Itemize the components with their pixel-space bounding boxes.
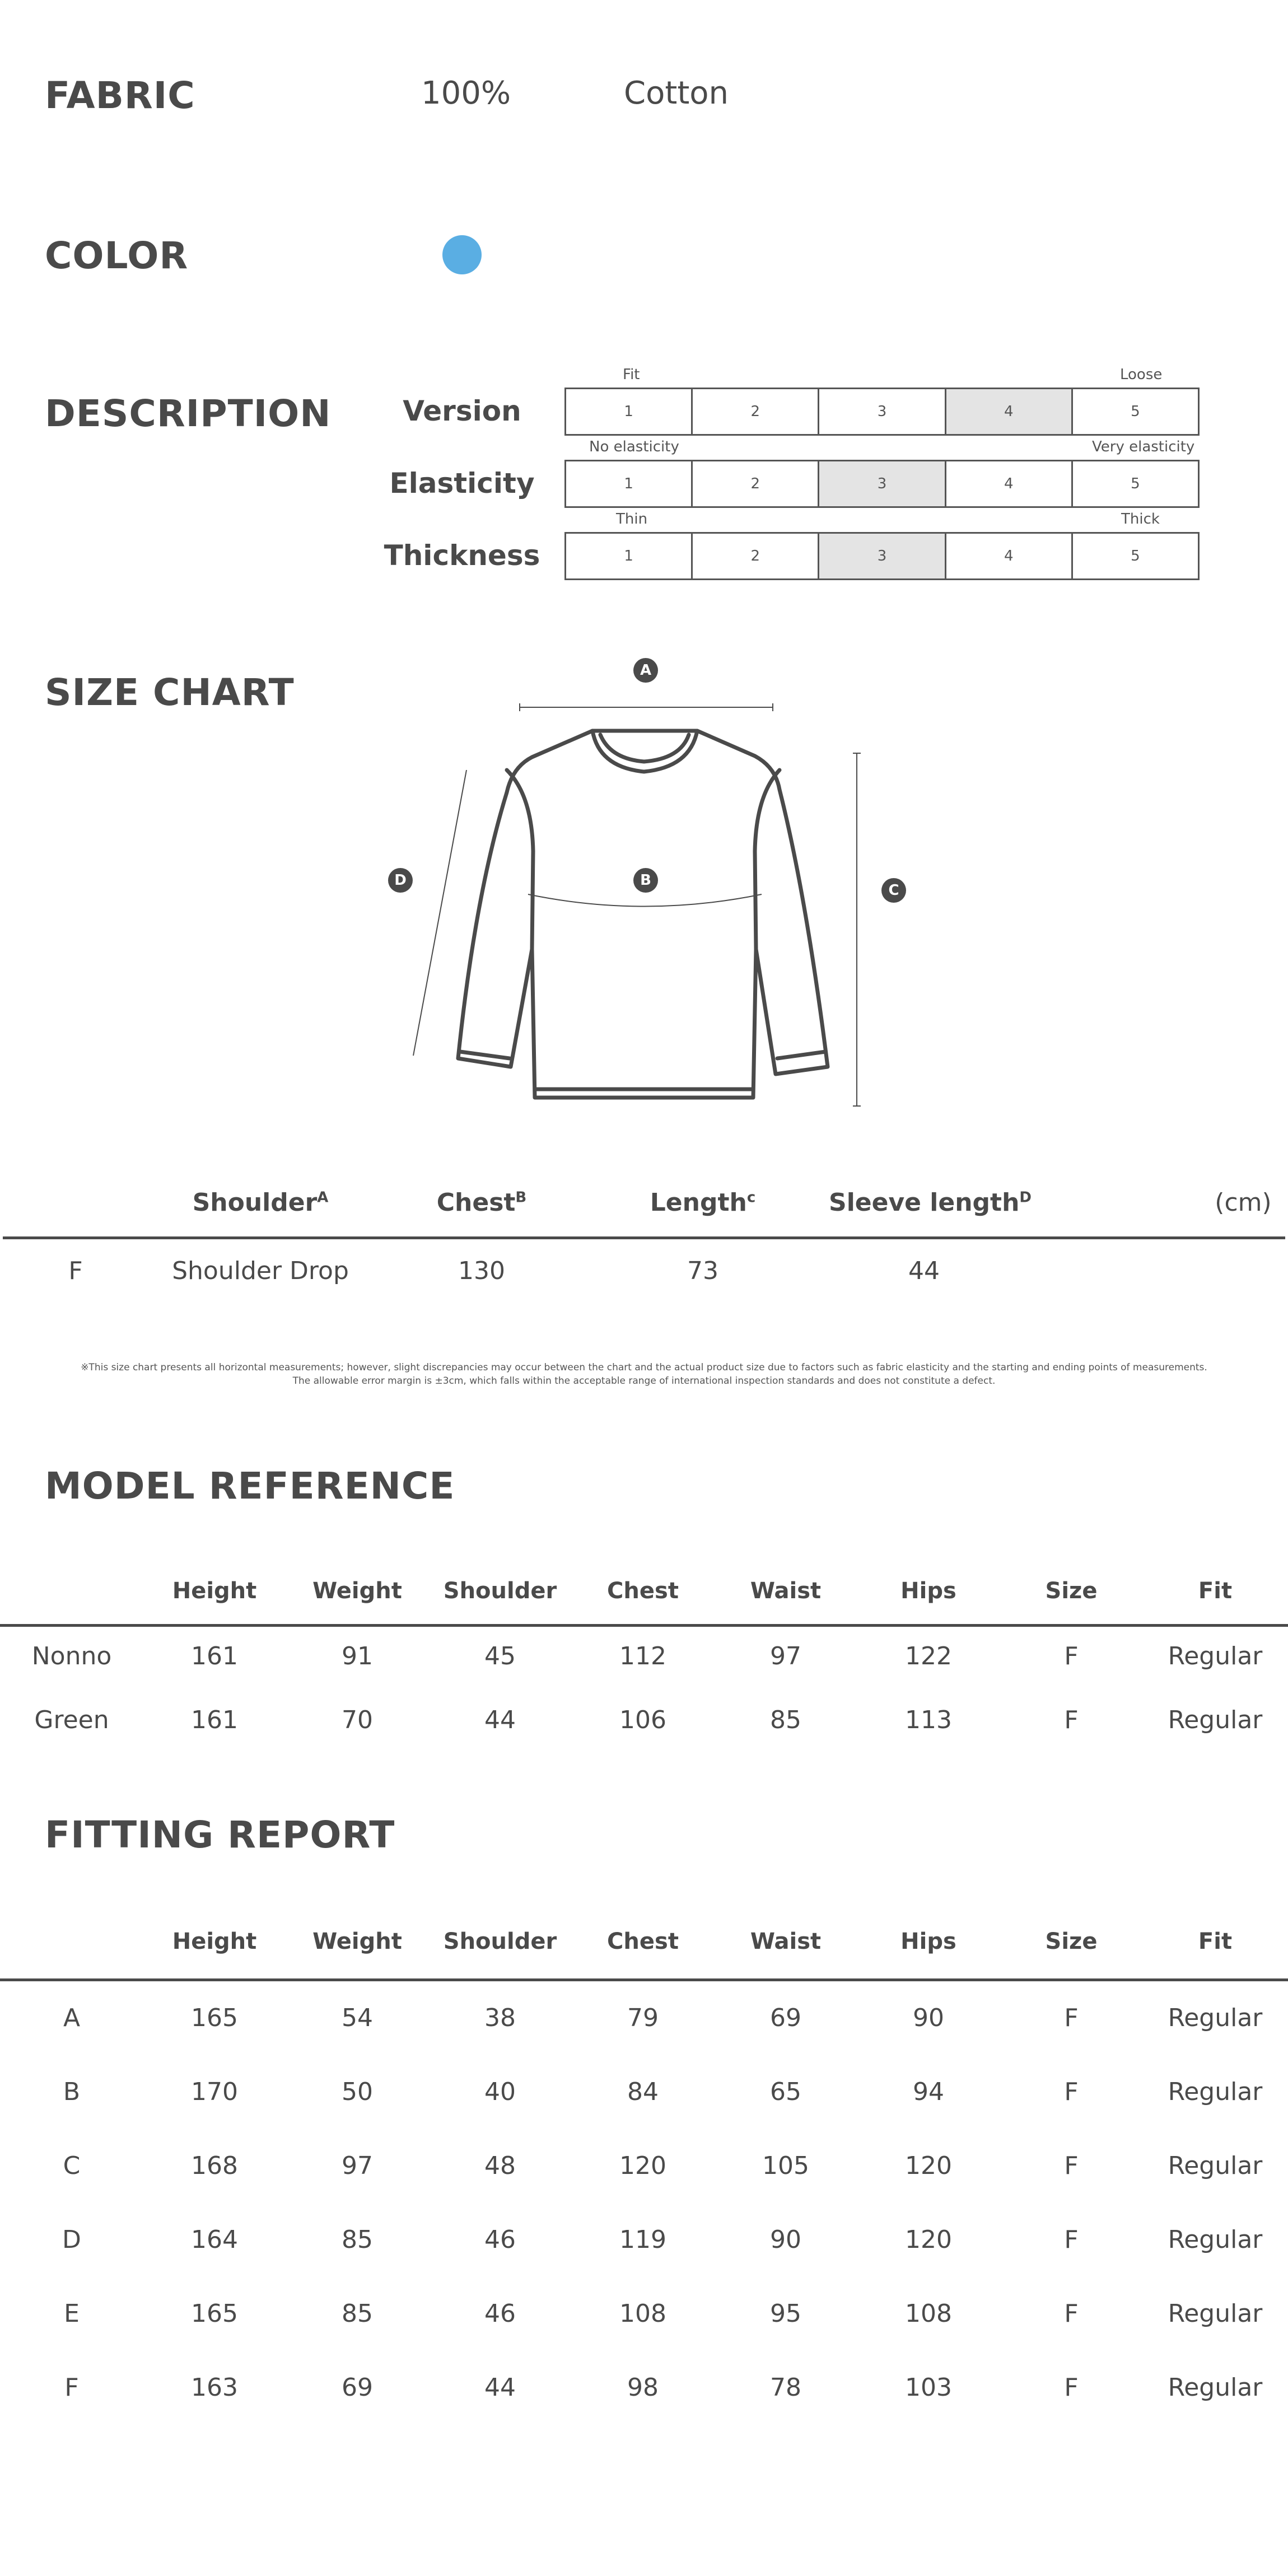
- description-heading: DESCRIPTION: [45, 392, 332, 435]
- size-unit: (cm): [1215, 1188, 1272, 1217]
- table-cell: F: [1064, 1706, 1079, 1734]
- size-row-size: F: [68, 1257, 83, 1285]
- size-col-shoulder: Shoulder$^A$: [192, 1188, 329, 1217]
- scale-cell: 2: [693, 389, 819, 434]
- scale-cell: 1: [566, 461, 693, 506]
- measure-line-b: [528, 894, 762, 907]
- table-cell: 97: [770, 1642, 801, 1670]
- table-cell: 105: [762, 2152, 809, 2180]
- size-table-rule: [3, 1236, 1285, 1239]
- column-header: Size: [1045, 1929, 1098, 1954]
- column-header: Waist: [750, 1578, 822, 1604]
- fabric-percent: 100%: [421, 75, 511, 111]
- sweater-collar-inner: [600, 735, 689, 762]
- scale-cell: 5: [1131, 403, 1140, 420]
- table-cell: 97: [342, 2152, 373, 2180]
- size-col-length: Length$^c$: [650, 1188, 756, 1217]
- table-cell: 85: [770, 1706, 801, 1734]
- sweater-right-cuff: [777, 1052, 825, 1058]
- color-heading: COLOR: [45, 234, 189, 277]
- table-cell: Regular: [1168, 2004, 1263, 2032]
- table-cell: 161: [191, 1706, 238, 1734]
- size-col-sleeve: Sleeve length$^D$: [829, 1188, 1032, 1217]
- table-cell: F: [64, 2373, 79, 2402]
- version-left-caption: Fit: [623, 366, 640, 383]
- table-cell: 70: [342, 1706, 373, 1734]
- table-cell: 85: [342, 2299, 373, 2328]
- table-cell: B: [63, 2078, 81, 2106]
- marker-a: A: [633, 658, 658, 683]
- table-cell: 113: [905, 1706, 952, 1734]
- elasticity-label: Elasticity: [389, 467, 535, 500]
- measure-line-d: [413, 770, 466, 1056]
- scale-cell: 4: [946, 534, 1073, 578]
- sweater-left-armhole: [507, 770, 533, 949]
- thickness-label: Thickness: [384, 539, 540, 572]
- column-header: Hips: [900, 1929, 956, 1954]
- fitting-report-heading: FITTING REPORT: [45, 1813, 395, 1856]
- table-cell: 46: [484, 2299, 516, 2328]
- table-cell: F: [1064, 2373, 1079, 2402]
- table-cell: Regular: [1168, 2078, 1263, 2106]
- fabric-material: Cotton: [624, 75, 729, 111]
- table-cell: 165: [191, 2299, 238, 2328]
- version-label: Version: [403, 395, 521, 427]
- table-cell: D: [62, 2225, 81, 2254]
- table-cell: 165: [191, 2004, 238, 2032]
- table-cell: F: [1064, 2225, 1079, 2254]
- table-cell: Regular: [1168, 2373, 1263, 2402]
- table-cell: 65: [770, 2078, 801, 2106]
- size-col-chest: Chest$^B$: [436, 1188, 527, 1217]
- size-note-line2: The allowable error margin is ±3cm, which falls within the acceptable range of international inspection standards and does not constitute a defect.: [292, 1375, 996, 1387]
- table-cell: F: [1064, 1642, 1079, 1670]
- size-row-length: 73: [687, 1257, 718, 1285]
- scale-cell: 1: [566, 389, 693, 434]
- scale-cell: 5: [1131, 548, 1140, 564]
- column-header: Weight: [312, 1578, 402, 1604]
- elasticity-right-caption: Very elasticity: [1092, 438, 1195, 455]
- table-rule: [0, 1624, 1288, 1627]
- table-cell: Nonno: [31, 1642, 112, 1670]
- table-cell: 46: [484, 2225, 516, 2254]
- column-header: Fit: [1198, 1929, 1233, 1954]
- sweater-right-armhole: [755, 770, 780, 949]
- sweater-diagram: [0, 0, 1288, 1176]
- marker-c: C: [881, 878, 906, 903]
- marker-d: D: [388, 868, 413, 893]
- column-header: Shoulder: [443, 1578, 557, 1604]
- size-row-shoulder: Shoulder Drop: [172, 1257, 349, 1285]
- table-cell: F: [1064, 2152, 1079, 2180]
- table-cell: 108: [619, 2299, 666, 2328]
- size-row-sleeve: 44: [908, 1257, 940, 1285]
- table-cell: 44: [484, 1706, 516, 1734]
- sweater-left-cuff: [460, 1052, 510, 1058]
- size-note-line1: ※This size chart presents all horizontal measurements; however, slight discrepancies may occur between the chart and the actual product size due to factors such as fabric elasticity and the starting and ending points of measurements.: [81, 1362, 1207, 1373]
- elasticity-left-caption: No elasticity: [589, 438, 679, 455]
- table-cell: Green: [34, 1706, 109, 1734]
- table-cell: 48: [484, 2152, 516, 2180]
- table-cell: 84: [627, 2078, 659, 2106]
- scale-cell: 1: [566, 534, 693, 578]
- table-cell: 170: [191, 2078, 238, 2106]
- table-cell: 164: [191, 2225, 238, 2254]
- table-cell: F: [1064, 2299, 1079, 2328]
- table-cell: 50: [342, 2078, 373, 2106]
- table-cell: 120: [905, 2152, 952, 2180]
- table-cell: 103: [905, 2373, 952, 2402]
- scale-cell: 2: [693, 534, 819, 578]
- table-cell: 69: [770, 2004, 801, 2032]
- column-header: Waist: [750, 1929, 822, 1954]
- table-cell: F: [1064, 2004, 1079, 2032]
- table-cell: 119: [619, 2225, 666, 2254]
- scale-cell: 2: [693, 461, 819, 506]
- table-cell: Regular: [1168, 2225, 1263, 2254]
- table-cell: 94: [913, 2078, 944, 2106]
- table-cell: 95: [770, 2299, 801, 2328]
- table-cell: 45: [484, 1642, 516, 1670]
- table-cell: 120: [905, 2225, 952, 2254]
- column-header: Chest: [607, 1929, 679, 1954]
- table-cell: 54: [342, 2004, 373, 2032]
- thickness-left-caption: Thin: [616, 511, 648, 528]
- table-cell: 161: [191, 1642, 238, 1670]
- scale-cell: 4: [946, 461, 1073, 506]
- table-cell: Regular: [1168, 1642, 1263, 1670]
- table-cell: 112: [619, 1642, 666, 1670]
- table-cell: 85: [342, 2225, 373, 2254]
- size-chart-heading: SIZE CHART: [45, 671, 295, 714]
- column-header: Hips: [900, 1578, 956, 1604]
- scale-cell: 5: [1131, 475, 1140, 492]
- table-cell: C: [63, 2152, 81, 2180]
- column-header: Shoulder: [443, 1929, 557, 1954]
- scale-cell: 3: [819, 534, 946, 578]
- column-header: Height: [172, 1929, 257, 1954]
- sweater-collar-outer: [592, 731, 697, 772]
- size-row-chest: 130: [458, 1257, 505, 1285]
- table-cell: 69: [342, 2373, 373, 2402]
- table-cell: 90: [913, 2004, 944, 2032]
- table-cell: Regular: [1168, 2299, 1263, 2328]
- table-cell: 38: [484, 2004, 516, 2032]
- table-cell: 79: [627, 2004, 659, 2032]
- table-cell: Regular: [1168, 1706, 1263, 1734]
- table-cell: F: [1064, 2078, 1079, 2106]
- version-right-caption: Loose: [1120, 366, 1163, 383]
- table-cell: 106: [619, 1706, 666, 1734]
- column-header: Chest: [607, 1578, 679, 1604]
- column-header: Size: [1045, 1578, 1098, 1604]
- table-cell: 44: [484, 2373, 516, 2402]
- table-cell: E: [64, 2299, 80, 2328]
- table-cell: 120: [619, 2152, 666, 2180]
- table-cell: 108: [905, 2299, 952, 2328]
- scale-cell: 3: [819, 461, 946, 506]
- table-cell: 40: [484, 2078, 516, 2106]
- scale-cell: 4: [946, 389, 1073, 434]
- table-cell: 90: [770, 2225, 801, 2254]
- thickness-right-caption: Thick: [1121, 511, 1160, 528]
- table-cell: 91: [342, 1642, 373, 1670]
- table-cell: 78: [770, 2373, 801, 2402]
- column-header: Fit: [1198, 1578, 1233, 1604]
- fabric-heading: FABRIC: [45, 74, 195, 117]
- model-reference-heading: MODEL REFERENCE: [45, 1464, 455, 1508]
- table-cell: A: [63, 2004, 81, 2032]
- marker-b: B: [633, 868, 658, 893]
- sweater-body-outline: [458, 731, 828, 1098]
- column-header: Weight: [312, 1929, 402, 1954]
- table-cell: Regular: [1168, 2152, 1263, 2180]
- table-cell: 168: [191, 2152, 238, 2180]
- table-rule: [0, 1978, 1288, 1981]
- table-cell: 163: [191, 2373, 238, 2402]
- scale-cell: 3: [819, 389, 946, 434]
- table-cell: 122: [905, 1642, 952, 1670]
- table-cell: 98: [627, 2373, 659, 2402]
- column-header: Height: [172, 1578, 257, 1604]
